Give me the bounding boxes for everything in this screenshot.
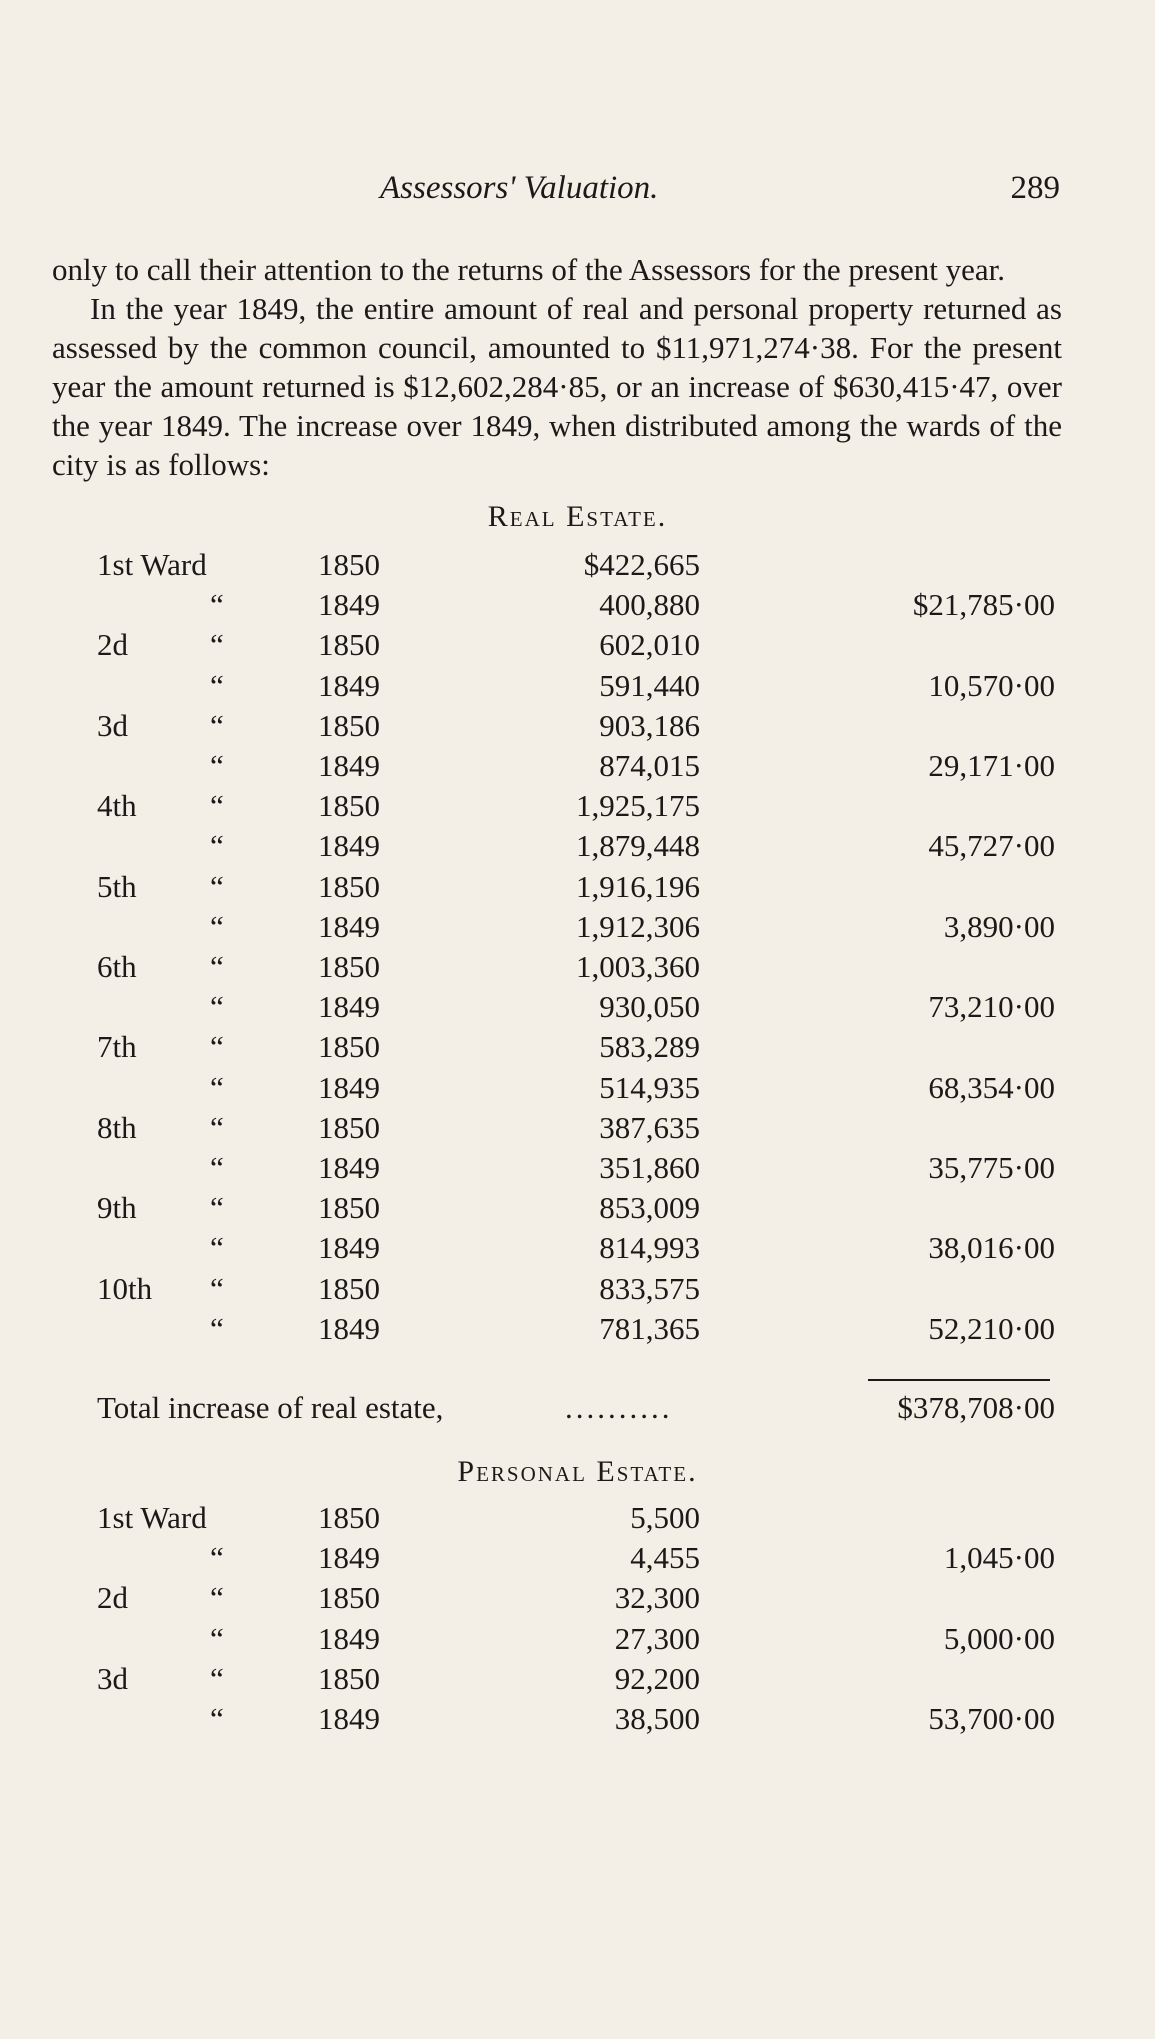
- ditto-mark: “: [210, 748, 224, 783]
- table-row: [0, 949, 1155, 987]
- year-cell: 1849: [318, 1310, 380, 1346]
- table-row: [0, 1029, 1155, 1067]
- amount-cell: $422,665: [583, 547, 700, 582]
- ditto-mark: “: [210, 828, 224, 864]
- ward-label: 1st Ward: [97, 1500, 207, 1535]
- amount-cell: 583,289: [599, 1029, 700, 1065]
- amount-cell: 351,860: [599, 1150, 700, 1185]
- ditto-mark: “: [210, 908, 224, 944]
- ditto-mark: “: [210, 1109, 224, 1145]
- year-cell: 1850: [318, 1660, 380, 1696]
- year-cell: 1850: [318, 1270, 380, 1306]
- running-head: Assessors' Valuation.: [380, 170, 659, 206]
- table-row: [0, 1190, 1155, 1228]
- ward-label: 1st Ward: [97, 547, 207, 582]
- amount-cell: 38,500: [614, 1701, 700, 1736]
- year-cell: 1849: [318, 1150, 380, 1185]
- year-cell: 1849: [318, 1620, 380, 1656]
- ditto-mark: “: [210, 949, 224, 984]
- table-row: [0, 668, 1155, 706]
- total-value: $378,708·00: [897, 1390, 1055, 1425]
- table-row: [0, 1580, 1155, 1618]
- amount-cell: 4,455: [630, 1540, 700, 1576]
- amount-cell: 1,879,448: [576, 828, 700, 864]
- year-cell: 1850: [318, 547, 380, 582]
- year-cell: 1850: [318, 1029, 380, 1065]
- table-row: [0, 1271, 1155, 1309]
- ward-label: 2d: [97, 1580, 128, 1616]
- increase-cell: 10,570·00: [928, 667, 1055, 703]
- ditto-mark: “: [210, 1620, 224, 1656]
- increase-cell: 68,354·00: [928, 1069, 1055, 1105]
- increase-cell: 1,045·00: [943, 1540, 1055, 1576]
- year-cell: 1849: [318, 1069, 380, 1105]
- year-cell: 1850: [318, 868, 380, 904]
- table-row: [0, 547, 1155, 585]
- ditto-mark: “: [210, 1701, 224, 1736]
- ditto-mark: “: [210, 667, 224, 703]
- paragraph-continuation: only to call their attention to the returns of the Assessors for the present year.: [52, 252, 1006, 287]
- ditto-mark: “: [210, 1660, 224, 1696]
- table-row: [0, 989, 1155, 1027]
- ditto-mark: “: [210, 1580, 224, 1616]
- year-cell: 1850: [318, 788, 380, 824]
- table-row: [0, 627, 1155, 665]
- table-row: [0, 869, 1155, 907]
- ditto-mark: “: [210, 788, 224, 824]
- increase-cell: 45,727·00: [928, 828, 1055, 864]
- table-row: [0, 1070, 1155, 1108]
- sum-rule: [868, 1379, 1050, 1381]
- ditto-mark: “: [210, 1150, 224, 1185]
- table-row: [0, 1311, 1155, 1349]
- amount-cell: 400,880: [599, 587, 700, 623]
- year-cell: 1850: [318, 1580, 380, 1616]
- amount-cell: 92,200: [614, 1660, 700, 1696]
- table-row: [0, 587, 1155, 625]
- ward-label: 4th: [97, 788, 137, 824]
- table-row: [0, 1150, 1155, 1188]
- table-row: [0, 748, 1155, 786]
- increase-cell: 73,210·00: [928, 989, 1055, 1025]
- amount-cell: 1,912,306: [576, 908, 700, 944]
- body-text: [52, 250, 1062, 484]
- increase-cell: 3,890·00: [943, 908, 1055, 944]
- year-cell: 1849: [318, 908, 380, 944]
- amount-cell: 833,575: [599, 1270, 700, 1306]
- table-row: [0, 1110, 1155, 1148]
- table-row: [0, 1230, 1155, 1268]
- ditto-mark: “: [210, 627, 224, 663]
- amount-cell: 27,300: [614, 1620, 700, 1656]
- table-row: [0, 1500, 1155, 1538]
- ward-label: 6th: [97, 949, 137, 984]
- amount-cell: 387,635: [599, 1109, 700, 1145]
- amount-cell: 903,186: [599, 707, 700, 743]
- increase-cell: 52,210·00: [928, 1310, 1055, 1346]
- ward-label: 3d: [97, 1660, 128, 1696]
- table-row: [0, 1621, 1155, 1659]
- amount-cell: 1,916,196: [576, 868, 700, 904]
- amount-cell: 781,365: [599, 1310, 700, 1346]
- year-cell: 1849: [318, 828, 380, 864]
- increase-cell: 5,000·00: [943, 1620, 1055, 1656]
- real-estate-total-row: [97, 1390, 1055, 1430]
- personal-estate-heading: Personal Estate.: [457, 1455, 698, 1488]
- amount-cell: 1,003,360: [576, 949, 700, 984]
- amount-cell: 5,500: [630, 1500, 700, 1535]
- page-number: 289: [1010, 170, 1060, 206]
- ditto-mark: “: [210, 1029, 224, 1065]
- amount-cell: 514,935: [599, 1069, 700, 1105]
- ward-label: 7th: [97, 1029, 137, 1065]
- ditto-mark: “: [210, 1230, 224, 1266]
- amount-cell: 930,050: [599, 989, 700, 1025]
- total-label: Total increase of real estate,: [97, 1390, 444, 1425]
- year-cell: 1850: [318, 949, 380, 984]
- year-cell: 1849: [318, 1701, 380, 1736]
- year-cell: 1849: [318, 1540, 380, 1576]
- increase-cell: 35,775·00: [928, 1150, 1055, 1185]
- ditto-mark: “: [210, 1190, 224, 1226]
- real-estate-heading: Real Estate.: [487, 500, 668, 533]
- year-cell: 1849: [318, 667, 380, 703]
- amount-cell: 1,925,175: [576, 788, 700, 824]
- ward-label: 10th: [97, 1270, 153, 1306]
- ditto-mark: “: [210, 1540, 224, 1576]
- ditto-mark: “: [210, 1069, 224, 1105]
- ditto-mark: “: [210, 1270, 224, 1306]
- ward-label: 2d: [97, 627, 128, 663]
- year-cell: 1849: [318, 587, 380, 623]
- ditto-mark: “: [210, 868, 224, 904]
- leader-dots: ..........: [565, 1390, 673, 1425]
- year-cell: 1850: [318, 1500, 380, 1535]
- amount-cell: 874,015: [599, 748, 700, 783]
- ward-label: 3d: [97, 707, 128, 743]
- amount-cell: 814,993: [599, 1230, 700, 1266]
- table-row: [0, 1661, 1155, 1699]
- ditto-mark: “: [210, 587, 224, 623]
- table-row: [0, 909, 1155, 947]
- year-cell: 1850: [318, 1109, 380, 1145]
- page-header: [380, 170, 1070, 220]
- year-cell: 1849: [318, 1230, 380, 1266]
- ward-label: 9th: [97, 1190, 137, 1226]
- ward-label: 8th: [97, 1109, 137, 1145]
- table-row: [0, 788, 1155, 826]
- increase-cell: 53,700·00: [928, 1701, 1055, 1736]
- ditto-mark: “: [210, 707, 224, 743]
- year-cell: 1850: [318, 627, 380, 663]
- increase-cell: $21,785·00: [912, 587, 1055, 623]
- increase-cell: 38,016·00: [928, 1230, 1055, 1266]
- ward-label: 5th: [97, 868, 137, 904]
- year-cell: 1849: [318, 748, 380, 783]
- amount-cell: 32,300: [614, 1580, 700, 1616]
- amount-cell: 853,009: [599, 1190, 700, 1226]
- table-row: [0, 708, 1155, 746]
- amount-cell: 602,010: [599, 627, 700, 663]
- year-cell: 1850: [318, 707, 380, 743]
- table-row: [0, 1701, 1155, 1739]
- table-row: [0, 1540, 1155, 1578]
- increase-cell: 29,171·00: [928, 748, 1055, 783]
- amount-cell: 591,440: [599, 667, 700, 703]
- paragraph-assessment: In the year 1849, the entire amount of real and personal property returned as assessed by the common council, amounted to $11,971,274·38. For the present year the amount returned is $12,602,284·85, or an increase of $630,415·47, over the year 1849. The increase over 1849, when distributed among the wards of the city is as follows:: [52, 291, 1062, 482]
- table-row: [0, 828, 1155, 866]
- ditto-mark: “: [210, 1310, 224, 1346]
- year-cell: 1850: [318, 1190, 380, 1226]
- ditto-mark: “: [210, 989, 224, 1025]
- year-cell: 1849: [318, 989, 380, 1025]
